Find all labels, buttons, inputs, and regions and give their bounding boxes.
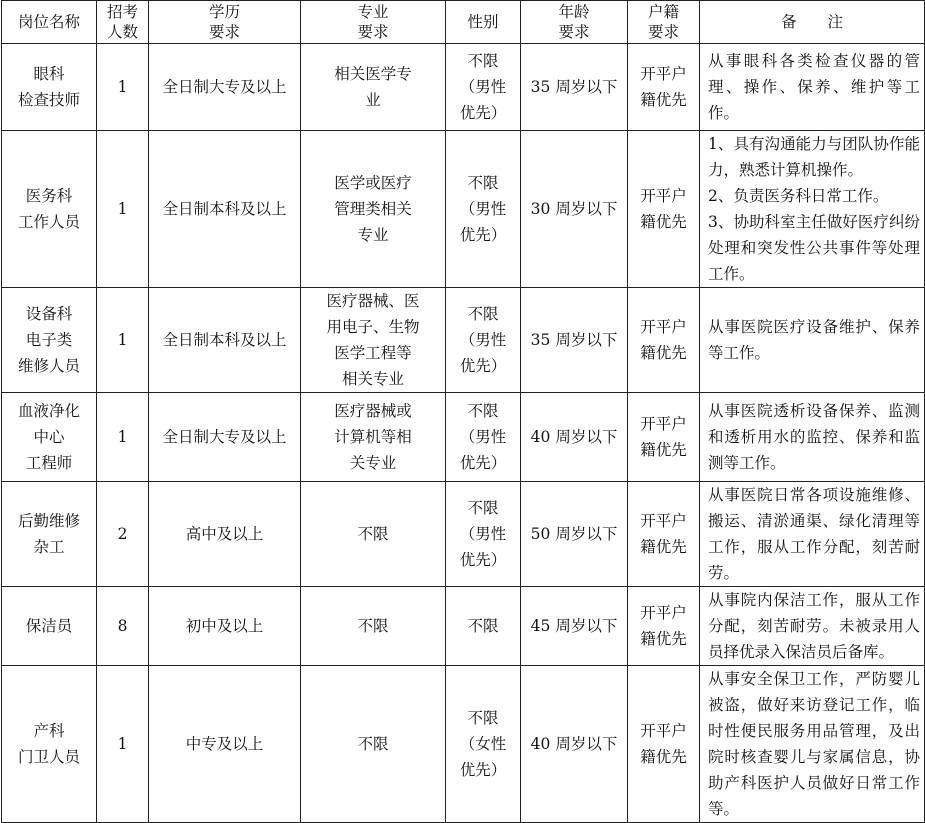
age-cell: 30 周岁以下 [521,131,628,288]
age-cell: 35 周岁以下 [521,288,628,393]
remarks-cell: 1、具有沟通能力与团队协作能力，熟悉计算机操作。 2、负责医务科日常工作。 3、协助科室主任做好医疗纠纷处理和突发性公共事件等处理工作。 [700,131,925,288]
age-cell: 50 周岁以下 [521,482,628,587]
header-remarks: 备 注 [700,1,925,44]
count-cell: 1 [97,288,149,393]
major-cell: 不限 [301,666,446,823]
table-row [2,288,925,393]
table-row [2,482,925,587]
education-cell: 全日制本科及以上 [149,288,301,393]
table-row [2,393,925,482]
education-cell: 初中及以上 [149,587,301,666]
table-row [2,587,925,666]
header-count: 招考 人数 [97,1,149,44]
education-cell: 全日制大专及以上 [149,393,301,482]
gender-cell: 不限 （男性 优先） [446,393,521,482]
remarks-cell: 从事安全保卫工作，严防婴儿被盗，做好来访登记工作，临时性便民服务用品管理，及出院时核查婴儿与家属信息，协助产科医护人员做好日常工作等。 [700,666,925,823]
position-cell: 眼科 检查技师 [2,44,97,131]
count-cell: 1 [97,44,149,131]
header-position: 岗位名称 [2,1,97,44]
education-cell: 全日制大专及以上 [149,44,301,131]
major-cell: 不限 [301,482,446,587]
hukou-cell: 开平户 籍优先 [628,44,700,131]
gender-cell: 不限 （男性 优先） [446,288,521,393]
education-cell: 高中及以上 [149,482,301,587]
count-cell: 8 [97,587,149,666]
count-cell: 2 [97,482,149,587]
major-cell: 相关医学专 业 [301,44,446,131]
header-gender: 性别 [446,1,521,44]
hukou-cell: 开平户 籍优先 [628,288,700,393]
table-row [2,666,925,823]
major-cell: 不限 [301,587,446,666]
hukou-cell: 开平户 籍优先 [628,131,700,288]
count-cell: 1 [97,666,149,823]
major-cell: 医学或医疗 管理类相关 专业 [301,131,446,288]
remarks-cell: 从事院内保洁工作，服从工作分配，刻苦耐劳。未被录用人员择优录入保洁员后备库。 [700,587,925,666]
gender-cell: 不限 [446,587,521,666]
gender-cell: 不限 （男性 优先） [446,482,521,587]
count-cell: 1 [97,393,149,482]
remarks-cell: 从事医院日常各项设施维修、搬运、清淤通渠、绿化清理等工作，服从工作分配，刻苦耐劳。 [700,482,925,587]
header-education: 学历 要求 [149,1,301,44]
header-hukou: 户籍 要求 [628,1,700,44]
education-cell: 全日制本科及以上 [149,131,301,288]
remarks-cell: 从事医院透析设备保养、监测和透析用水的监控、保养和监测等工作。 [700,393,925,482]
recruitment-table [1,0,925,823]
major-cell: 医疗器械或 计算机等相 关专业 [301,393,446,482]
hukou-cell: 开平户 籍优先 [628,393,700,482]
header-row [2,1,925,44]
age-cell: 35 周岁以下 [521,44,628,131]
age-cell: 40 周岁以下 [521,666,628,823]
age-cell: 40 周岁以下 [521,393,628,482]
position-cell: 设备科 电子类 维修人员 [2,288,97,393]
position-cell: 后勤维修 杂工 [2,482,97,587]
table-row [2,44,925,131]
position-cell: 血液净化 中心 工程师 [2,393,97,482]
remarks-cell: 从事医院医疗设备维护、保养等工作。 [700,288,925,393]
header-age: 年龄 要求 [521,1,628,44]
major-cell: 医疗器械、医 用电子、生物 医学工程等 相关专业 [301,288,446,393]
position-cell: 产科 门卫人员 [2,666,97,823]
education-cell: 中专及以上 [149,666,301,823]
remarks-cell: 从事眼科各类检查仪器的管理、操作、保养、维护等工作。 [700,44,925,131]
hukou-cell: 开平户 籍优先 [628,666,700,823]
position-cell: 保洁员 [2,587,97,666]
header-major: 专业 要求 [301,1,446,44]
gender-cell: 不限 （男性 优先） [446,44,521,131]
gender-cell: 不限 （女性 优先） [446,666,521,823]
table-row [2,131,925,288]
count-cell: 1 [97,131,149,288]
gender-cell: 不限 （男性 优先） [446,131,521,288]
age-cell: 45 周岁以下 [521,587,628,666]
position-cell: 医务科 工作人员 [2,131,97,288]
hukou-cell: 开平户 籍优先 [628,482,700,587]
hukou-cell: 开平户 籍优先 [628,587,700,666]
